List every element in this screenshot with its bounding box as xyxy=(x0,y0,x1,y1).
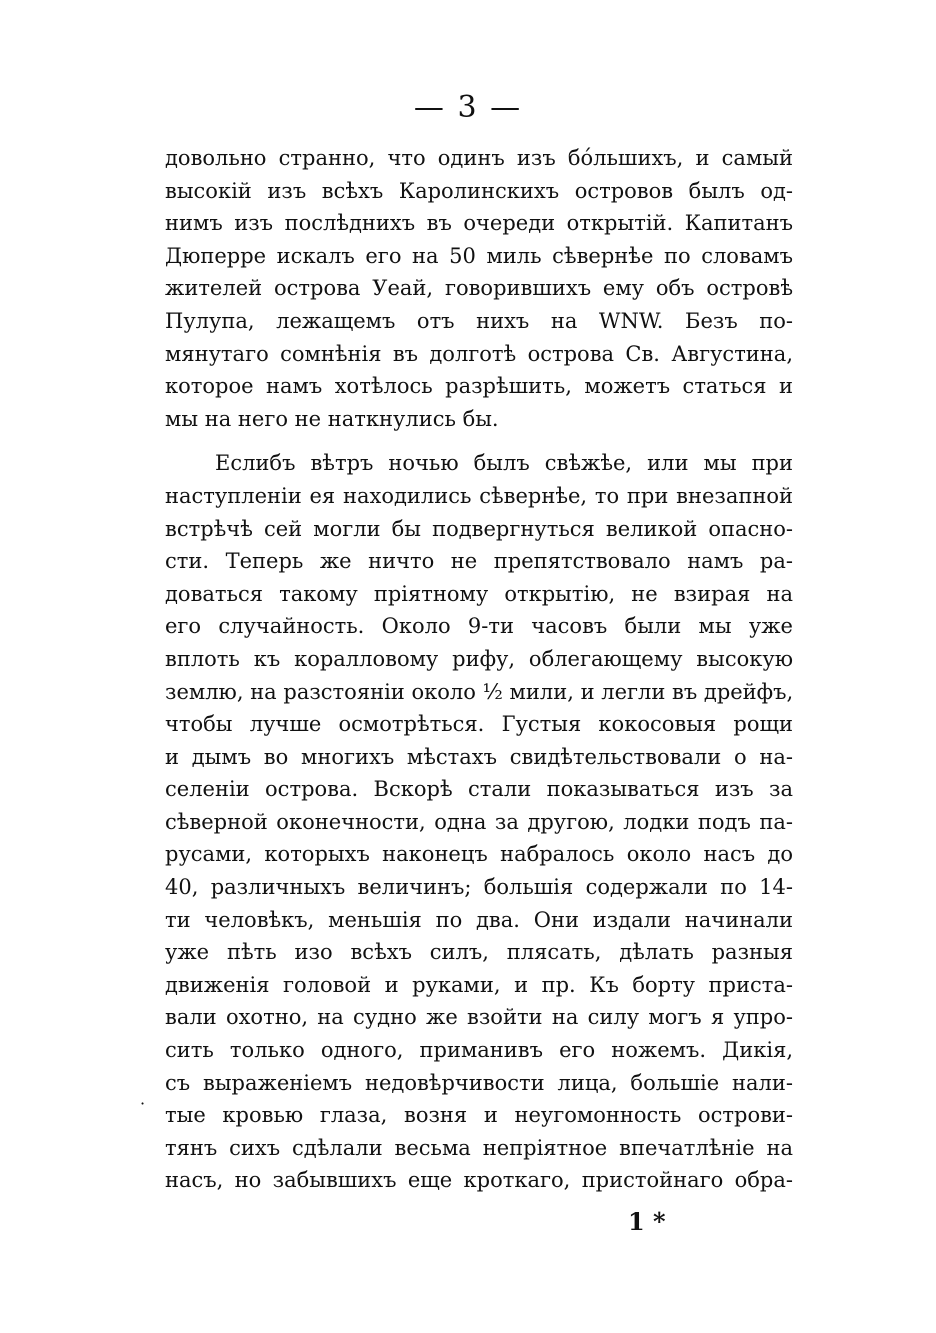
text-line: русами, которыхъ наконецъ набралось около насъ до xyxy=(165,842,793,867)
text-line: наступленіи ея находились сѣвернѣе, то при внезапной xyxy=(165,483,793,508)
paragraph-gap xyxy=(165,435,793,447)
text-line: насъ, но забывшихъ еще кроткаго, пристойнаго обра- xyxy=(165,1168,793,1193)
text-line: доваться такому пріятному открытію, не взирая на xyxy=(165,581,793,606)
text-line: съ выраженіемъ недовѣрчивости лица, большіе нали- xyxy=(165,1070,793,1095)
printers-signature: 1 * xyxy=(628,1207,666,1236)
text-line: сить только одного, приманивъ его ножемъ. Дикія, xyxy=(165,1038,793,1063)
text-line: ти человѣкъ, меньшія по два. Они издали начинали xyxy=(165,907,793,932)
page-number-header: — 3 — xyxy=(413,90,523,125)
text-line: тянъ сихъ сдѣлали весьма непріятное впечатлѣніе на xyxy=(165,1135,793,1160)
text-line: 40, различныхъ величинъ; большія содержали по 14- xyxy=(165,875,793,900)
text-line: жителей острова Уеай, говорившихъ ему объ островѣ xyxy=(165,276,793,301)
body-text xyxy=(165,142,793,1197)
text-line: землю, на разстояніи около ½ мили, и легли въ дрейфъ, xyxy=(165,679,794,704)
text-line: Пулупа, лежащемъ отъ нихъ на WNW. Безъ по- xyxy=(165,308,793,333)
text-line: Дюперре искалъ его на 50 миль сѣвернѣе по словамъ xyxy=(165,243,793,268)
text-line: довольно странно, что одинъ изъ бо́льшихъ, и самый xyxy=(165,146,793,170)
text-line: и дымъ во многихъ мѣстахъ свидѣтельствовали о на- xyxy=(165,744,793,769)
text-line: Еслибъ вѣтръ ночью былъ свѣжѣе, или мы при xyxy=(215,451,793,476)
text-line: нимъ изъ послѣднихъ въ очереди открытій. Капитанъ xyxy=(165,211,793,236)
text-line: сти. Теперь же ничто не препятствовало намъ ра- xyxy=(165,549,793,574)
text-line: вплоть къ коралловому рифу, облегающему высокую xyxy=(165,646,793,671)
text-line: сѣверной оконечности, одна за другою, лодки подъ па- xyxy=(165,809,793,834)
text-line: мянутаго сомнѣнія въ долготѣ острова Св. Августина, xyxy=(165,341,793,366)
text-line: чтобы лучше осмотрѣться. Густыя кокосовыя рощи xyxy=(165,712,793,737)
paragraph-2 xyxy=(165,447,793,1197)
text-line: движенія головой и руками, и пр. Къ борту приста- xyxy=(165,972,793,997)
text-line: его случайность. Около 9-ти часовъ были мы уже xyxy=(165,614,793,639)
text-line: селеніи острова. Вскорѣ стали показываться изъ за xyxy=(165,777,793,802)
text-line: высокій изъ всѣхъ Каролинскихъ островов былъ од- xyxy=(165,178,793,203)
margin-mark: · xyxy=(140,1094,146,1113)
text-line: встрѣчѣ сей могли бы подвергнуться великой опасно- xyxy=(165,516,793,541)
text-line: которое намъ хотѣлось разрѣшить, можетъ статься и xyxy=(165,374,793,399)
text-line: тые кровью глаза, возня и неугомонность острови- xyxy=(165,1103,793,1128)
text-line: мы на него не наткнулись бы. xyxy=(165,406,499,431)
text-line: уже пѣть изо всѣхъ силъ, плясать, дѣлать разныя xyxy=(165,940,793,965)
text-line: вали охотно, на судно же взойти на силу могъ я упро- xyxy=(165,1005,793,1030)
paragraph-1 xyxy=(165,142,793,435)
